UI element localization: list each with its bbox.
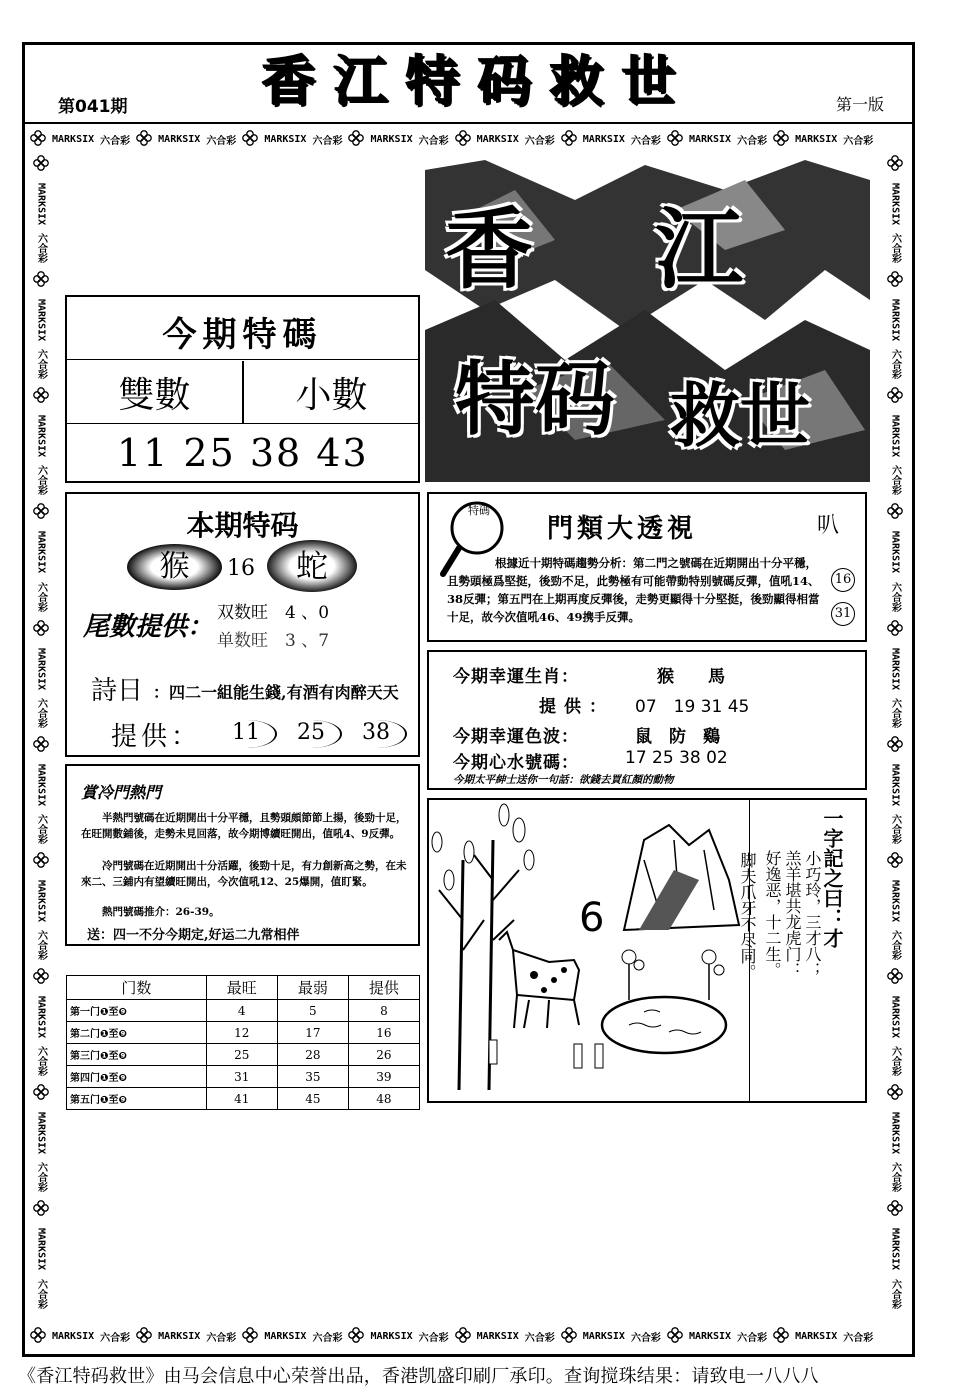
picture-number: 6: [579, 895, 605, 941]
stripe-word: MARKSIX: [35, 183, 47, 226]
cell-min: 5: [277, 1000, 348, 1022]
flower-icon: [33, 155, 49, 175]
col-header: 最旺: [206, 976, 277, 1000]
stripe-word: MARKSIX: [795, 133, 838, 145]
picture-box: [427, 798, 867, 1103]
tail-line-2: 单数旺 3 、7: [217, 631, 330, 651]
lucky-numbers-value: 17 25 38 02: [625, 748, 728, 768]
stripe-word-cn: 六合彩: [35, 930, 47, 961]
stripe-word-cn: 六合彩: [418, 1332, 449, 1344]
stripe-word: MARKSIX: [889, 183, 901, 226]
stripe-word-cn: 六合彩: [737, 135, 768, 147]
stripe-word-cn: 六合彩: [35, 1278, 47, 1309]
provide-num-1: 11: [217, 720, 277, 748]
cell-min: 28: [277, 1044, 348, 1066]
flower-icon: [887, 852, 903, 872]
tail-title: 尾數提供：: [83, 612, 214, 642]
stripe-word-cn: 六合彩: [889, 581, 901, 612]
flower-icon: [887, 155, 903, 175]
flower-icon: [887, 1084, 903, 1104]
door-title: 門類大透視: [547, 514, 698, 544]
flower-icon: [30, 130, 46, 149]
flower-icon: [242, 1327, 258, 1346]
special-cell-small: 小數: [295, 375, 368, 416]
stripe-word-cn: 六合彩: [843, 1332, 874, 1344]
stripe-word-cn: 六合彩: [206, 135, 237, 147]
stripe-word: MARKSIX: [889, 1228, 901, 1271]
stripe-word: MARKSIX: [889, 879, 901, 923]
hot-cold-para-1: 半熱門號碼在近期開出十分平穩，且勢頭頗節節上揚，後勁十足，在旺開數鋪後，走勢未見回落，故今期博續旺開出，值吼4、9反彈。: [81, 812, 407, 840]
lucky-color-label: 今期幸運色波：: [453, 727, 579, 747]
lucky-color-value: 鼠 防 鷄: [635, 727, 720, 747]
benqi-number: 16: [227, 556, 255, 581]
door-label: 第五门❶至❾: [67, 1088, 207, 1110]
poem-text: ：四二一組能生錢,有酒有肉醉天天: [153, 683, 399, 702]
stripe-word-cn: 六合彩: [889, 1278, 901, 1309]
landscape-drawing: [429, 800, 749, 1100]
stripe-word: MARKSIX: [476, 133, 519, 145]
stripe-word: MARKSIX: [889, 299, 901, 342]
door-circle-2: 31: [831, 602, 855, 626]
stripe-word-cn: 六合彩: [35, 233, 47, 264]
stripe-bottom: [30, 1323, 908, 1349]
flower-icon: [887, 271, 903, 291]
flower-icon: [773, 1327, 789, 1346]
special-cell-even: 雙數: [118, 375, 191, 416]
door-label: 第一门❶至❾: [67, 1000, 207, 1022]
riddle-title: 一字記之曰：才: [820, 808, 844, 948]
lucky-footer: 今期太平紳士送你一句話：欲錢去買紅顏的動物: [453, 774, 674, 786]
flower-icon: [136, 1327, 152, 1346]
flower-icon: [667, 130, 683, 149]
table-row: [67, 1066, 420, 1088]
stripe-word: MARKSIX: [35, 415, 47, 458]
table-row: [67, 1088, 420, 1110]
table-row: [67, 1044, 420, 1066]
cell-max: 31: [206, 1066, 277, 1088]
special-numbers: 11 25 38 43: [117, 431, 369, 475]
stripe-word: MARKSIX: [370, 1330, 413, 1342]
stripe-word-cn: 六合彩: [35, 813, 47, 844]
stripe-word: MARKSIX: [889, 996, 901, 1039]
hot-cold-send: 送：四一不分今期定,好运二九常相伴: [87, 928, 300, 943]
table-row: [67, 1022, 420, 1044]
flower-icon: [887, 620, 903, 640]
stripe-word-cn: 六合彩: [889, 697, 901, 728]
flower-icon: [33, 387, 49, 407]
flower-icon: [33, 1200, 49, 1220]
hero-char-2: 江: [655, 198, 744, 301]
stripe-word: MARKSIX: [35, 1112, 47, 1155]
stripe-word-cn: 六合彩: [843, 135, 874, 147]
flower-icon: [887, 736, 903, 756]
cell-max: 25: [206, 1044, 277, 1066]
stripe-word-cn: 六合彩: [889, 465, 901, 496]
hot-cold-box: [65, 764, 420, 946]
stripe-word: MARKSIX: [35, 763, 47, 806]
door-stats-table: [66, 975, 420, 1110]
door-title-suffix: 叭: [817, 513, 840, 538]
stripe-word: MARKSIX: [52, 133, 95, 145]
cell-provide: 26: [348, 1044, 419, 1066]
lucky-box: [427, 650, 867, 790]
stripe-right: [882, 155, 908, 1320]
footer-text: 《香江特码救世》由马会信息中心荣誉出品，香港凯盛印刷厂承印。查询搅珠结果：请致电一八八八: [18, 1366, 819, 1387]
stripe-word: MARKSIX: [264, 1330, 307, 1342]
stripe-word-cn: 六合彩: [35, 465, 47, 496]
stripe-word: MARKSIX: [370, 133, 413, 145]
stripe-left: [28, 155, 54, 1320]
flower-icon: [33, 271, 49, 291]
masthead-title: 香江特码救世: [261, 50, 694, 113]
stripe-word: MARKSIX: [889, 1112, 901, 1155]
hero-line-2: 特码: [455, 353, 615, 446]
stripe-word: MARKSIX: [688, 133, 732, 145]
stripe-word: MARKSIX: [35, 299, 47, 342]
hot-cold-title: 賞冷門熱門: [81, 783, 162, 802]
provide-num-2: 25: [282, 720, 342, 748]
provide-num-3: 38: [347, 720, 407, 748]
flower-icon: [33, 852, 49, 872]
hero-line-3: 救世: [670, 375, 810, 457]
tail-line-1: 双数旺 4 、0: [217, 603, 330, 623]
stripe-word-cn: 六合彩: [889, 233, 901, 264]
hero-banner: [425, 160, 870, 482]
col-header: 最弱: [277, 976, 348, 1000]
stripe-word-cn: 六合彩: [35, 581, 47, 612]
flower-icon: [33, 736, 49, 756]
flower-icon: [887, 503, 903, 523]
door-circle-1: 16: [831, 568, 855, 592]
riddle-col-3: 好逸恶，十二生。: [763, 850, 782, 978]
stripe-word: MARKSIX: [889, 763, 901, 806]
stripe-word: MARKSIX: [582, 1330, 625, 1342]
flower-icon: [33, 968, 49, 988]
flower-icon: [33, 503, 49, 523]
special-code-box: [65, 295, 420, 483]
riddle-col-2: 羔羊堪共龙虎门：: [783, 850, 802, 978]
header-divider: [22, 122, 915, 124]
stripe-word: MARKSIX: [35, 647, 47, 690]
flower-icon: [773, 130, 789, 149]
door-paragraph: 根據近十期特碼趨勢分析：第二門之號碼在近期開出十分平穩，且勢頭極爲堅挺，後勁不足，此勢極有可能帶動特别號碼反彈，值吼14、38反彈；第五門在上期再度反彈後，走勢更顯得十分堅挺，後勁顯得相當十足，故今次值吼46、49携手反彈。: [447, 556, 820, 624]
edition-label: 第一版: [836, 95, 885, 114]
stripe-word-cn: 六合彩: [35, 1046, 47, 1077]
stripe-word: MARKSIX: [889, 531, 901, 574]
door-label: 第四门❶至❾: [67, 1066, 207, 1088]
stripe-word: MARKSIX: [264, 133, 307, 145]
stripe-word-cn: 六合彩: [35, 1162, 47, 1193]
animal-badge-2: 蛇: [267, 540, 357, 592]
stripe-word: MARKSIX: [35, 531, 47, 574]
stripe-word: MARKSIX: [889, 647, 901, 690]
hot-cold-para-3: 熱門號碼推介：26-39。: [102, 906, 220, 918]
stripe-word: MARKSIX: [158, 133, 201, 145]
stripe-word-cn: 六合彩: [630, 1332, 661, 1344]
stripe-word: MARKSIX: [52, 1330, 95, 1342]
stripe-word-cn: 六合彩: [889, 1046, 901, 1077]
cell-provide: 8: [348, 1000, 419, 1022]
stripe-word: MARKSIX: [476, 1330, 519, 1342]
flower-icon: [242, 130, 258, 149]
flower-icon: [561, 130, 577, 149]
flower-icon: [561, 1327, 577, 1346]
hero-char-1: 香: [445, 198, 534, 301]
provide-label: 提供：: [111, 722, 202, 752]
cell-min: 17: [277, 1022, 348, 1044]
cell-provide: 16: [348, 1022, 419, 1044]
flower-icon: [667, 1327, 683, 1346]
door-analysis-box: [427, 492, 867, 642]
table-row: [67, 1000, 420, 1022]
stripe-word-cn: 六合彩: [630, 135, 661, 147]
stripe-word-cn: 六合彩: [312, 135, 343, 147]
benqi-title: 本期特码: [186, 509, 299, 542]
hot-cold-para-2: 冷門號碼在近期開出十分活躍，後勁十足，有力創新高之勢，在未來二、三鋪内有望續旺開出，今次值吼12、25爆開，值盯緊。: [81, 860, 407, 888]
flower-icon: [455, 1327, 471, 1346]
stripe-word-cn: 六合彩: [889, 1162, 901, 1193]
stripe-word-cn: 六合彩: [35, 349, 47, 380]
stripe-top: [30, 126, 908, 152]
stripe-word: MARKSIX: [582, 133, 625, 145]
stripe-word: MARKSIX: [35, 1228, 47, 1271]
special-title: 今期特碼: [162, 315, 323, 355]
stripe-word-cn: 六合彩: [524, 135, 555, 147]
col-header: 提供: [348, 976, 419, 1000]
col-header: 门数: [67, 976, 207, 1000]
lucky-zodiac-value: 猴 馬: [657, 667, 725, 687]
flower-icon: [455, 130, 471, 149]
flower-icon: [887, 1200, 903, 1220]
flower-icon: [887, 968, 903, 988]
stripe-word: MARKSIX: [688, 1330, 732, 1342]
lucky-provide-value: 07 19 31 45: [635, 697, 750, 717]
stripe-word-cn: 六合彩: [889, 930, 901, 961]
lucky-zodiac-label: 今期幸運生肖：: [453, 667, 579, 687]
door-label: 第三门❶至❾: [67, 1044, 207, 1066]
benqi-box: [65, 492, 420, 757]
stripe-word-cn: 六合彩: [418, 135, 449, 147]
stripe-word: MARKSIX: [35, 996, 47, 1039]
stripe-word-cn: 六合彩: [889, 813, 901, 844]
cell-max: 12: [206, 1022, 277, 1044]
flower-icon: [887, 387, 903, 407]
stripe-word-cn: 六合彩: [206, 1332, 237, 1344]
stripe-word: MARKSIX: [795, 1330, 838, 1342]
cell-max: 4: [206, 1000, 277, 1022]
cell-provide: 39: [348, 1066, 419, 1088]
animal-badge-1: 猴: [127, 544, 222, 590]
stripe-word: MARKSIX: [889, 415, 901, 458]
cell-min: 45: [277, 1088, 348, 1110]
poem-label: 詩日: [91, 676, 144, 706]
stripe-word-cn: 六合彩: [100, 135, 131, 147]
stripe-word-cn: 六合彩: [524, 1332, 555, 1344]
flower-icon: [33, 620, 49, 640]
table-header-row: [67, 976, 420, 1000]
stripe-word-cn: 六合彩: [737, 1332, 768, 1344]
flower-icon: [348, 1327, 364, 1346]
cell-min: 35: [277, 1066, 348, 1088]
issue-number: 第041期: [58, 97, 128, 117]
lucky-provide-label: 提供：: [539, 697, 614, 717]
riddle-col-1: 小巧玲，三才八；: [803, 850, 822, 978]
flower-icon: [136, 130, 152, 149]
stripe-word-cn: 六合彩: [100, 1332, 131, 1344]
cell-max: 41: [206, 1088, 277, 1110]
lucky-numbers-label: 今期心水號碼：: [453, 753, 579, 773]
stripe-word-cn: 六合彩: [35, 697, 47, 728]
cell-provide: 48: [348, 1088, 419, 1110]
flower-icon: [348, 130, 364, 149]
flower-icon: [30, 1327, 46, 1346]
riddle-col-4: 脚夫爪牙不尽同。: [738, 852, 757, 980]
magnifier-text: 特碼: [468, 504, 490, 517]
flower-icon: [33, 1084, 49, 1104]
stripe-word-cn: 六合彩: [312, 1332, 343, 1344]
stripe-word: MARKSIX: [158, 1330, 201, 1342]
stripe-word: MARKSIX: [35, 879, 47, 923]
door-label: 第二门❶至❾: [67, 1022, 207, 1044]
stripe-word-cn: 六合彩: [889, 349, 901, 380]
